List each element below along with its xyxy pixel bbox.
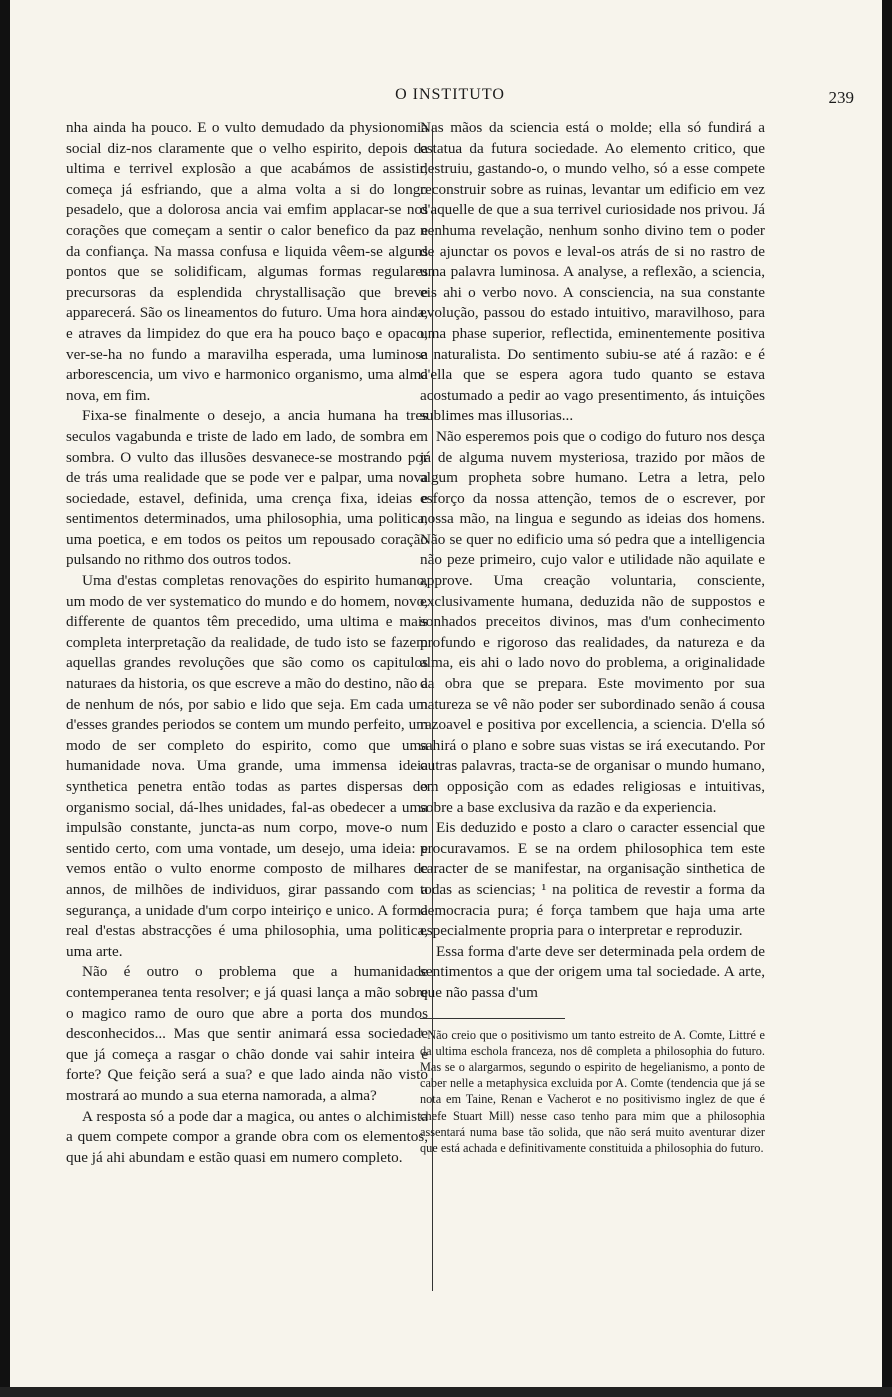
- paragraph: Essa forma d'arte deve ser determinada pela ordem de sentimentos a que der origem uma tal sociedade. A arte, que não passa d'um: [420, 942, 765, 1001]
- page-header: [36, 86, 864, 110]
- paragraph: Fixa-se finalmente o desejo, a ancia humana ha tres seculos vagabunda e triste de lado em lado, de sombra em sombra. O vulto das illusões desvanece-se mostrando por de trás uma realidade que se pode ver e palpar, uma nova sociedade, estavel, definida, uma crença fixa, ideias e sentimentos determinados, uma philosophia, uma politica, uma poetica, e em todos os peitos um repousado coração pulsando no rithmo dos outros todos.: [66, 407, 428, 569]
- scan-border-left: [0, 0, 10, 1397]
- paragraph: A resposta só a pode dar a magica, ou antes o alchimista a quem compete compor a grande obra com os elementos, que já ahi abundam e estão quasi em numero completo.: [66, 1107, 428, 1166]
- running-title: O INSTITUTO: [395, 86, 505, 103]
- footnote-rule: [420, 1018, 565, 1019]
- scan-border-right: [882, 0, 892, 1397]
- paragraph: Eis deduzido e posto a claro o caracter essencial que procuravamos. E se na ordem philosophica tem este caracter de se manifestar, na organisação sinthetica de todas as sciencias; ¹ na politica de revestir a forma da democracia pura; é força tambem que haja uma arte especialmente propria para o interpretar e reproduzir.: [420, 819, 765, 940]
- paragraph: nha ainda ha pouco. E o vulto demudado da physionomia social diz-nos claramente que o velho espirito, depois da ultima e terrivel explosão a que acabámos de assistir, começa já esfriando, que a alma volta a si do longo pesadelo, que a dolorosa ancia vai emfim applacar-se nos corações que começam a sentir o calor benefico da paz e da confiança. Na massa confusa e liquida vêem-se alguns pontos que se solidificam, algumas formas regulares precursoras da esplendida chrystallisação que breve apparecerá. São os lineamentos do futuro. Uma hora ainda, e atraves da limpidez do que era ha pouco baço e opaco, ver-se-ha no fundo a maravilha esperada, uma luminosa arborescencia, um vivo e harmonico organismo, uma alma nova, em fim.: [66, 119, 428, 404]
- footnote: ¹ Não creio que o positivismo um tanto estreito de A. Comte, Littré e da ultima eschola franceza, nos dê completa a philosophia do futuro. Mas se o alargarmos, segundo o espirito de hegelianismo, a ponto de caber nelle a metaphysica excluida por A. Comte (tendencia que já se nota em Taine, Renan e Vacherot e no positivismo inglez de que é chefe Stuart Mill) nesse caso tenho para mim que a philosophia assentará numa base tão solida, que não será muito aventurar dizer que está achada e definitivamente constituida a philosophia do futuro.: [420, 1027, 765, 1155]
- paragraph: Nas mãos da sciencia está o molde; ella só fundirá a estatua da futura sociedade. Ao elemento critico, que destruiu, gastando-o, o mundo velho, só a esse compete reconstruir sobre as ruinas, levantar um edificio em vez d'aquelle de que a sua terrivel curiosidade nos privou. Já nenhuma revelação, nenhum sonho divino tem o poder de ajunctar os povos e leval-os atrás de si no rastro de uma palavra luminosa. A analyse, a reflexão, a sciencia, eis ahi o verbo novo. A consciencia, na sua constante evolução, passou do estado intuitivo, maravilhoso, para uma phase superior, reflectida, eminentemente positiva e naturalista. Do sentimento subiu-se até á razão: e é d'ella que se espera agora tudo quanto se estava acostumado a pedir ao vago presentimento, ás intuições sublimes mas illusorias...: [420, 119, 765, 425]
- page-number: 239: [828, 88, 854, 107]
- paragraph: Não esperemos pois que o codigo do futuro nos desça já de alguma nuvem mysteriosa, trazido por mãos de algum propheta sobre humano. Letra a letra, pelo esforço da nossa attenção, temos de o escrever, por nossa mão, na lingua e segundo as ideias dos homens. Não se quer no edificio uma só pedra que a intelligencia não peze primeiro, cujo valor e utilidade não aquilate e approve. Uma creação voluntaria, consciente, exclusivamente humana, deduzida não de suppostos e sonhados preceitos divinos, mas d'um conhecimento profundo e rigoroso das realidades, da natureza e da alma, eis ahi o lado novo do problema, a originalidade da obra que se prepara. Este movimento por sua natureza se vê não poder ser subordinado senão á cousa razoavel e positiva por excellencia, a sciencia. D'ella só sahirá o plano e sobre suas vistas se irá executando. Por outras palavras, tracta-se de organisar o mundo humano, em opposição com as edades religiosas e intuitivas, sobre a base exclusiva da razão e da experiencia.: [420, 427, 765, 816]
- paragraph: Não é outro o problema que a humanidade contemperanea tenta resolver; e já quasi lança a mão sobre o magico ramo de ouro que abre a porta dos mundos desconhecidos... Mas que sentir animará essa sociedade que já começa a rasgar o chão donde vai sahir inteira e forte? Que feição será a sua? e que lado ainda não visto mostrará ao mundo a sua eterna namorada, a alma?: [66, 963, 428, 1104]
- left-column: [66, 118, 428, 1168]
- right-column: [420, 118, 765, 1156]
- paragraph: Uma d'estas completas renovações do espirito humano, um modo de ver systematico do mundo e do homem, novo, differente de quantos têm precedido, uma ultima e mais completa interpretação da realidade, de tudo isto se fazem aquellas grandes revoluções que são como os capitulos naturaes da historia, os que escreve a mão do destino, não a de nenhum de nós, por sabio e lido que seja. Em cada um d'esses grandes periodos se contem um mundo perfeito, um modo de ser completo do espirito, como que uma humanidade nova. Uma grande, uma immensa ideia synthetica penetra então todas as partes dispersas do organismo social, dá-lhes unidades, fal-as obedecer a uma impulsão constante, juncta-as num corpo, move-o num sentido certo, com uma vontade, um desejo, uma ideia: e vemos então o vulto enorme composto de milhares de annos, de milhões de individuos, girar passando com a segurança, a unidade d'um corpo inteiriço e unico. A forma real d'estas abstracções é uma philosophia, uma politica, uma arte.: [66, 572, 428, 960]
- scan-border-bottom: [0, 1387, 892, 1397]
- book-page: [36, 20, 864, 1387]
